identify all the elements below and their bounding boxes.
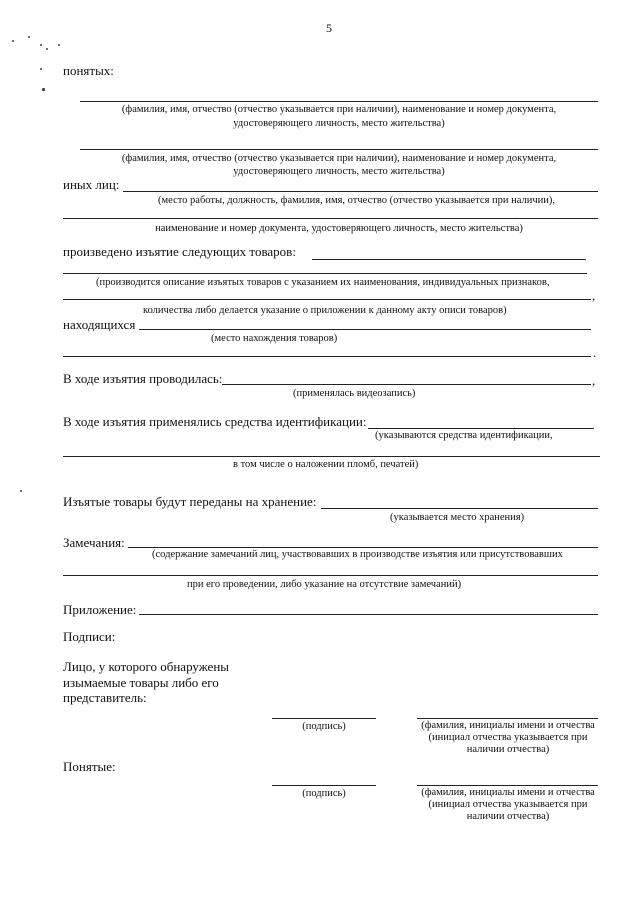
witness-name-caption: (фамилия, инициалы имени и отчества: [421, 787, 595, 798]
owner-name-caption: (фамилия, инициалы имени и отчества: [421, 720, 595, 731]
owner-name-field[interactable]: [417, 718, 598, 719]
scan-mark: [20, 490, 22, 492]
owner-name-caption-3: наличии отчества): [466, 744, 550, 755]
located-label: находящихся: [63, 317, 136, 332]
remarks-caption: (содержание замечаний лиц, участвовавших в производстве изъятия или присутствовавших: [152, 549, 563, 560]
scan-mark: [40, 44, 42, 46]
owner-name-caption-2: (инициал отчества указывается при: [428, 732, 588, 743]
owner-signature-field[interactable]: [272, 718, 376, 719]
other-persons-caption: (место работы, должность, фамилия, имя, отчество (отчество указывается при наличии),: [158, 195, 556, 206]
witnesses-signature-label: Понятые:: [63, 759, 116, 774]
witness-name-caption-3: наличии отчества): [466, 811, 550, 822]
seizure-caption-cont: количества либо делается указание о приложении к данному акту описи товаров): [143, 305, 507, 316]
scan-mark: [12, 40, 14, 42]
owner-label-line1: Лицо, у которого обнаружены: [63, 659, 230, 674]
located-period: .: [593, 345, 597, 360]
witness-2-field[interactable]: [80, 149, 598, 150]
video-comma: ,: [592, 373, 596, 388]
seizure-comma: ,: [592, 288, 596, 303]
seizure-field-3[interactable]: [63, 299, 591, 300]
witness-1-caption-cont: удостоверяющего личность, место жительства): [233, 118, 445, 129]
located-field[interactable]: [139, 329, 591, 330]
scan-mark: [42, 88, 45, 91]
owner-signature-caption: (подпись): [302, 721, 346, 732]
seizure-label: произведено изъятие следующих товаров:: [63, 244, 296, 259]
remarks-field[interactable]: [128, 547, 598, 548]
video-label: В ходе изъятия проводилась:: [63, 371, 223, 386]
identification-caption-cont: в том числе о наложении пломб, печатей): [233, 459, 419, 470]
identification-label: В ходе изъятия применялись средства идентификации:: [63, 414, 367, 429]
located-caption: (место нахождения товаров): [211, 333, 338, 344]
video-field[interactable]: [222, 384, 591, 385]
witness-2-caption: (фамилия, имя, отчество (отчество указывается при наличии), наименование и номер документа,: [121, 153, 557, 164]
seizure-field[interactable]: [312, 259, 586, 260]
seizure-caption: (производится описание изъятых товаров с указанием их наименования, индивидуальных признаков,: [96, 277, 550, 288]
storage-field[interactable]: [321, 508, 598, 509]
attachment-field[interactable]: [139, 614, 598, 615]
attachment-label: Приложение:: [63, 602, 137, 617]
witness-1-caption: (фамилия, имя, отчество (отчество указывается при наличии), наименование и номер документа,: [121, 104, 557, 115]
witness-name-caption-2: (инициал отчества указывается при: [428, 799, 588, 810]
witness-name-field[interactable]: [417, 785, 598, 786]
seizure-field-2[interactable]: [63, 273, 587, 274]
scan-mark: [58, 44, 60, 46]
storage-label: Изъятые товары будут переданы на хранение:: [63, 494, 317, 509]
identification-field-2[interactable]: [63, 456, 600, 457]
identification-field[interactable]: [368, 428, 594, 429]
page-number: 5: [326, 21, 332, 35]
owner-label-line3: представитель:: [63, 690, 147, 705]
witness-2-caption-cont: удостоверяющего личность, место жительства): [233, 166, 445, 177]
witness-signature-caption: (подпись): [302, 788, 346, 799]
remarks-label: Замечания:: [63, 535, 125, 550]
witness-1-field[interactable]: [80, 101, 598, 102]
other-persons-caption-cont: наименование и номер документа, удостоверяющего личность, место жительства): [155, 223, 523, 234]
signatures-title: Подписи:: [63, 629, 116, 644]
scan-mark: [40, 68, 42, 70]
located-field-2[interactable]: [63, 356, 591, 357]
other-persons-field-2[interactable]: [63, 218, 598, 219]
witnesses-label: понятых:: [63, 63, 114, 78]
other-persons-field[interactable]: [123, 191, 598, 192]
owner-label-line2: изымаемые товары либо его: [63, 675, 219, 690]
scan-mark: [46, 48, 48, 50]
witness-signature-field[interactable]: [272, 785, 376, 786]
identification-caption: (указываются средства идентификации,: [375, 430, 553, 441]
remarks-field-2[interactable]: [63, 575, 598, 576]
storage-caption: (указывается место хранения): [390, 512, 525, 523]
remarks-caption-cont: при его проведении, либо указание на отсутствие замечаний): [187, 579, 462, 590]
other-persons-label: иных лиц:: [63, 177, 120, 192]
video-caption: (применялась видеозапись): [293, 388, 416, 399]
scan-mark: [28, 36, 30, 38]
